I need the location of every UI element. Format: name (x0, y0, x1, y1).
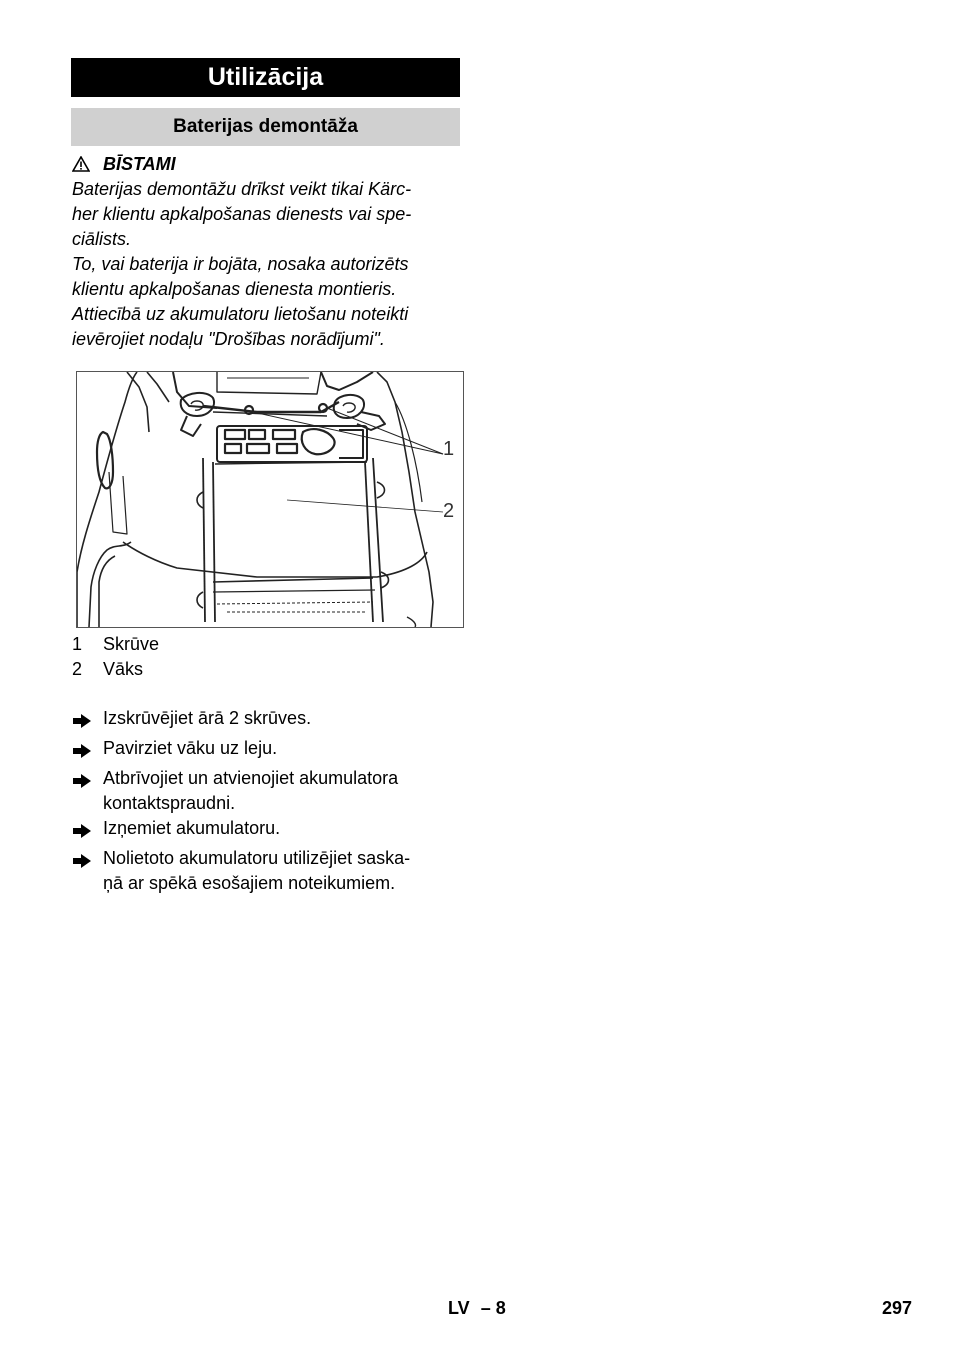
footer-language: LV (448, 1298, 470, 1318)
arrow-right-icon (72, 706, 103, 736)
warning-line: ievērojiet nodaļu "Drošības norādījumi". (72, 329, 385, 349)
figure-legend (72, 632, 159, 682)
step-item (72, 816, 464, 846)
step-text (103, 706, 311, 736)
step-text (103, 736, 277, 766)
legend-number: 1 (72, 634, 83, 654)
arrow-right-icon (72, 846, 103, 896)
subsection-title: Baterijas demontāža (71, 108, 460, 146)
warning-line: Baterijas demontāžu drīkst veikt tikai Kärc- (72, 179, 412, 199)
warning-line: Attiecībā uz akumulatoru lietošanu noteikti (72, 304, 409, 324)
step-item (72, 736, 464, 766)
step-line: Izskrūvējiet ārā 2 skrūves. (103, 708, 312, 728)
page-number: 297 (881, 1298, 912, 1318)
warning-triangle-icon (72, 156, 90, 172)
step-line: Atbrīvojiet un atvienojiet akumulatora (103, 768, 399, 788)
legend-label: Vāks (103, 659, 144, 679)
footer-section-page: – 8 (480, 1298, 506, 1318)
warning-text (72, 177, 464, 352)
arrow-right-icon (72, 736, 103, 766)
warning-heading (72, 152, 176, 176)
step-item (72, 706, 464, 736)
callout-label-2: 2 (443, 500, 455, 522)
legend-item (72, 657, 159, 682)
step-line: Izņemiet akumulatoru. (103, 818, 281, 838)
arrow-right-icon (72, 766, 103, 816)
step-item (72, 766, 464, 816)
warning-line: ciālists. (72, 229, 132, 249)
legend-label: Skrūve (103, 634, 160, 654)
warning-line: klientu apkalpošanas dienesta montieris. (72, 279, 397, 299)
warning-line: To, vai baterija ir bojāta, nosaka autorizēts (72, 254, 409, 274)
step-text (103, 766, 398, 816)
step-text (103, 816, 280, 846)
footer-language-page (448, 1298, 506, 1319)
callout-label-1: 1 (443, 438, 455, 460)
battery-cover-illustration (76, 371, 464, 628)
legend-number: 2 (72, 659, 83, 679)
warning-line: her klientu apkalpošanas dienests vai spe- (72, 204, 412, 224)
step-line: ņā ar spēkā esošajiem noteikumiem. (103, 873, 396, 893)
step-line: Pavirziet vāku uz leju. (103, 738, 278, 758)
arrow-right-icon (72, 816, 103, 846)
section-title: Utilizācija (71, 58, 460, 97)
legend-item (72, 632, 159, 657)
step-line: Nolietoto akumulatoru utilizējiet saska- (103, 848, 411, 868)
step-line: kontaktspraudni. (103, 793, 236, 813)
instruction-steps (72, 706, 464, 896)
step-item (72, 846, 464, 896)
step-text (103, 846, 410, 896)
warning-label: BĪSTAMI (103, 154, 176, 174)
